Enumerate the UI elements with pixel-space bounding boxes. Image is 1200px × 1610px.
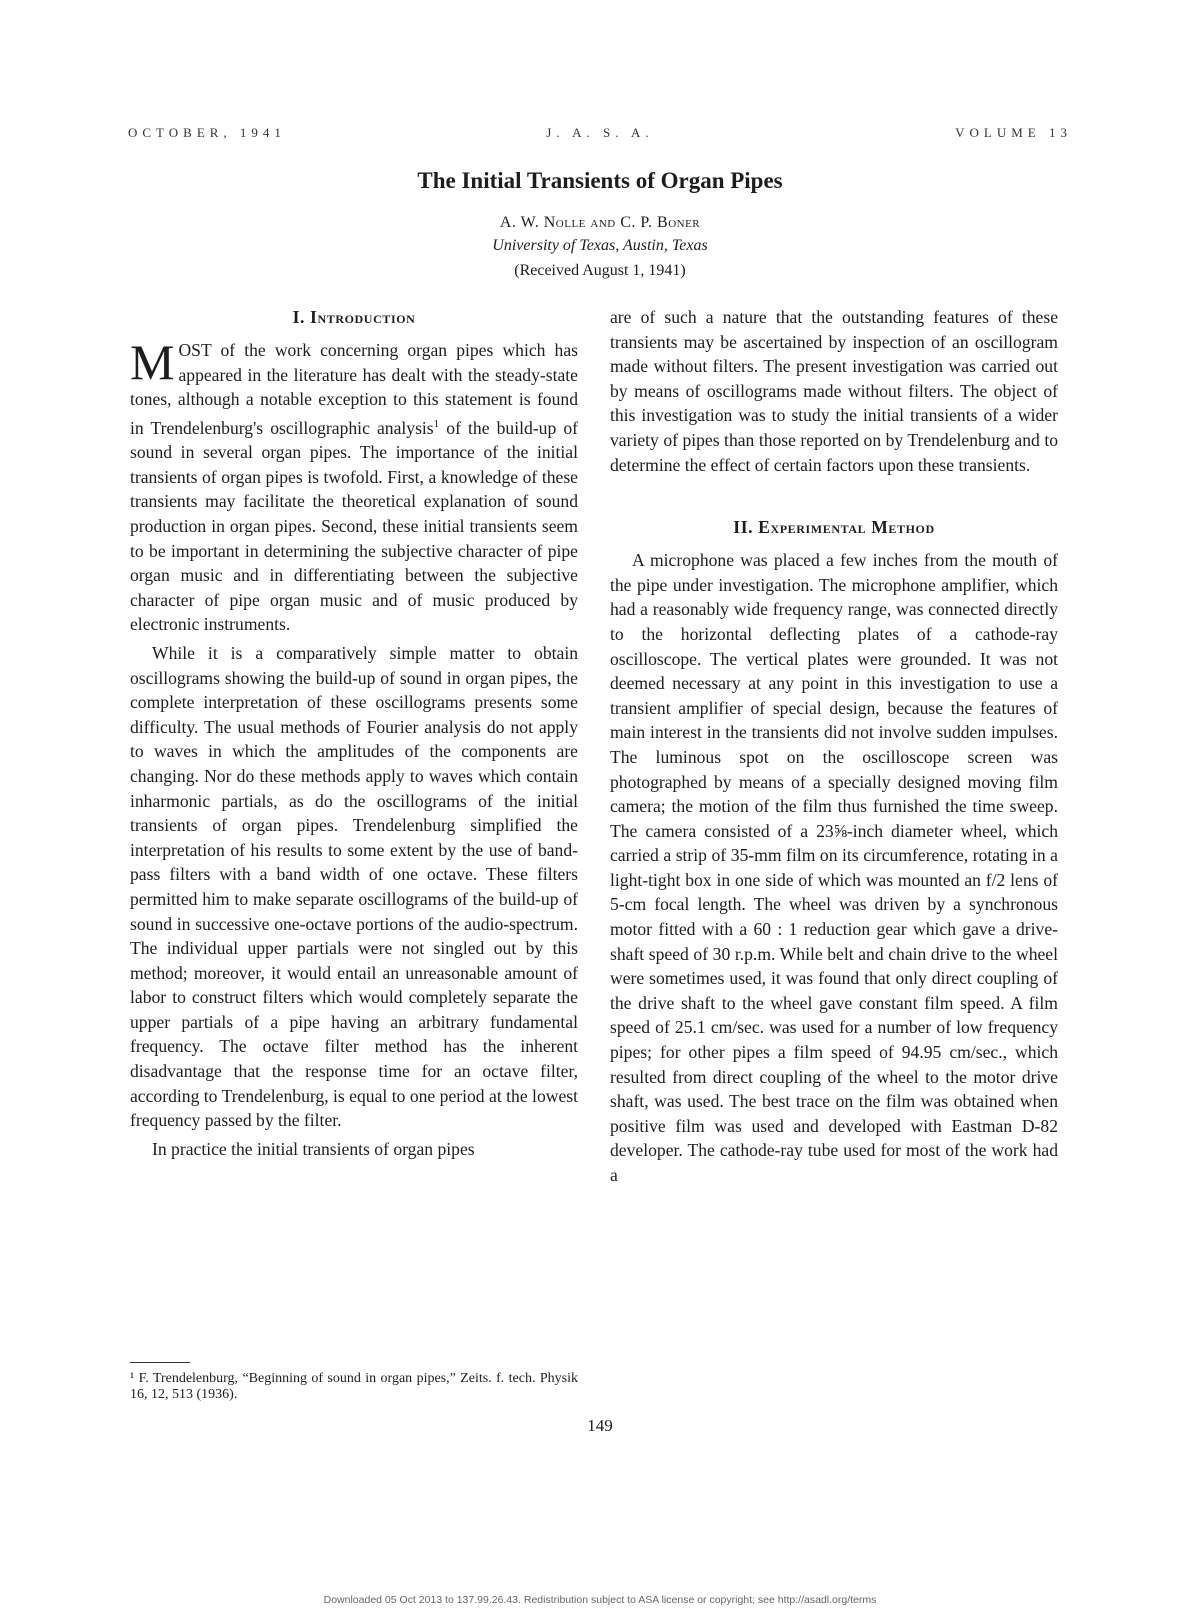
article-title: The Initial Transients of Organ Pipes <box>417 168 783 193</box>
footnote-reference: 1 <box>433 417 440 430</box>
method-paragraph-1: A microphone was placed a few inches from the mouth of the pipe under investigation. The microphone amplifier, which had a reasonably wide frequency range, was connected directly to the horizontal deflecting plates of a cathode-ray oscilloscope. The vertical plates were grounded. It was not deemed necessary at any point in this investigation to use a transient amplifier of special design, because the features of main interest in the transients did not involve sudden impulses. The luminous spot on the oscilloscope screen was photographed by means of a specially designed moving film camera; the motion of the film thus furnished the time sweep. The camera consisted of a 23⅝-inch diameter wheel, which carried a strip of 35-mm film on its circumference, rotating in a light-tight box in one side of which was mounted an f/2 lens of 5-cm focal length. The wheel was driven by a synchronous motor fitted with a 60 : 1 reduction gear which gave a drive-shaft speed of 30 r.p.m. While belt and chain drive to the wheel were sometimes used, it was found that only direct coupling of the drive shaft to the wheel gave constant film speed. A film speed of 25.1 cm/sec. was used for a number of low frequency pipes; for other pipes a film speed of 94.95 cm/sec., which resulted from direct coupling of the wheel to the motor drive shaft, was used. The best trace on the film was obtained when positive film was used and developed with Eastman D-82 developer. The cathode-ray tube used for most of the work had a <box>610 550 1058 1185</box>
article-authors: A. W. Nolle and C. P. Boner <box>499 214 701 231</box>
intro-paragraph-1-tail: of the build-up of sound in several organ pipes. The importance of the initial transients of organ pipes is twofold. First, a knowledge of these transients may facilitate the theoretical explanation of sound production in organ pipes. Second, these initial transients seem to be important in determining the subjective character of pipe organ music and in differentiating between the subjective character of pipe organ music and of music produced by electronic instruments. <box>130 417 578 635</box>
page-number: 149 <box>587 1416 613 1435</box>
download-notice: Downloaded 05 Oct 2013 to 137.99.26.43. Redistribution subject to ASA license or copyright; see http://asadl.org/terms <box>323 1594 877 1606</box>
received-date: (Received August 1, 1941) <box>514 262 686 279</box>
left-column <box>130 305 578 1161</box>
intro-paragraph-3: In practice the initial transients of organ pipes <box>152 1138 475 1159</box>
right-column <box>610 305 1058 1188</box>
running-head <box>128 125 1072 145</box>
running-head-journal: J. A. S. A. <box>546 125 654 140</box>
intro-paragraph-1 <box>130 334 578 637</box>
section-heading-introduction: I. Introduction <box>292 307 416 327</box>
section-heading-experimental-method: II. Experimental Method <box>733 517 935 538</box>
running-head-date: OCTOBER, 1941 <box>128 125 286 140</box>
article-affiliation: University of Texas, Austin, Texas <box>492 237 708 254</box>
intro-paragraph-3-continued: are of such a nature that the outstanding features of these transients may be ascertained by inspection of an oscillogram made without filters. The present investigation was carried out by means of oscillograms made without filters. The object of this investigation was to study the initial transients of a wider variety of pipes than those reported on by Trendelenburg and to determine the effect of certain factors upon these transients. <box>610 307 1058 475</box>
intro-paragraph-2: While it is a comparatively simple matter to obtain oscillograms showing the build-up of sound in organ pipes, the complete interpretation of these oscillograms presents some difficulty. The usual methods of Fourier analysis do not apply to waves in which the amplitudes of the components are changing. Nor do these methods apply to waves which contain inharmonic partials, as do the oscillograms of the initial transients of organ pipes. Trendelenburg simplified the interpretation of his results to some extent by the use of band-pass filters with a band width of one octave. These filters permitted him to make separate oscillograms of the build-up of sound in successive one-octave portions of the audio-spectrum. The individual upper partials were not singled out by this method; moreover, it would entail an unreasonable amount of labor to construct filters which would completely separate the upper partials of a pipe having an arbitrary fundamental frequency. The octave filter method has the inherent disadvantage that the response time for an octave filter, according to Trendelenburg, is equal to one period at the lowest frequency passed by the filter. <box>130 642 578 1131</box>
footnote-rule <box>130 1362 190 1363</box>
intro-paragraph-1-text: OST of the work concerning organ pipes which has appeared in the literature has dealt with the steady-state tones, although a notable exception to this statement is found in Trendelenburg's oscillographic analysis <box>130 340 578 438</box>
running-head-volume: VOLUME 13 <box>955 125 1072 140</box>
footnote: ¹ F. Trendelenburg, “Beginning of sound in organ pipes,” Zeits. f. tech. Physik 16, 12, 513 (1936). <box>130 1371 578 1402</box>
drop-cap: M <box>130 334 175 390</box>
